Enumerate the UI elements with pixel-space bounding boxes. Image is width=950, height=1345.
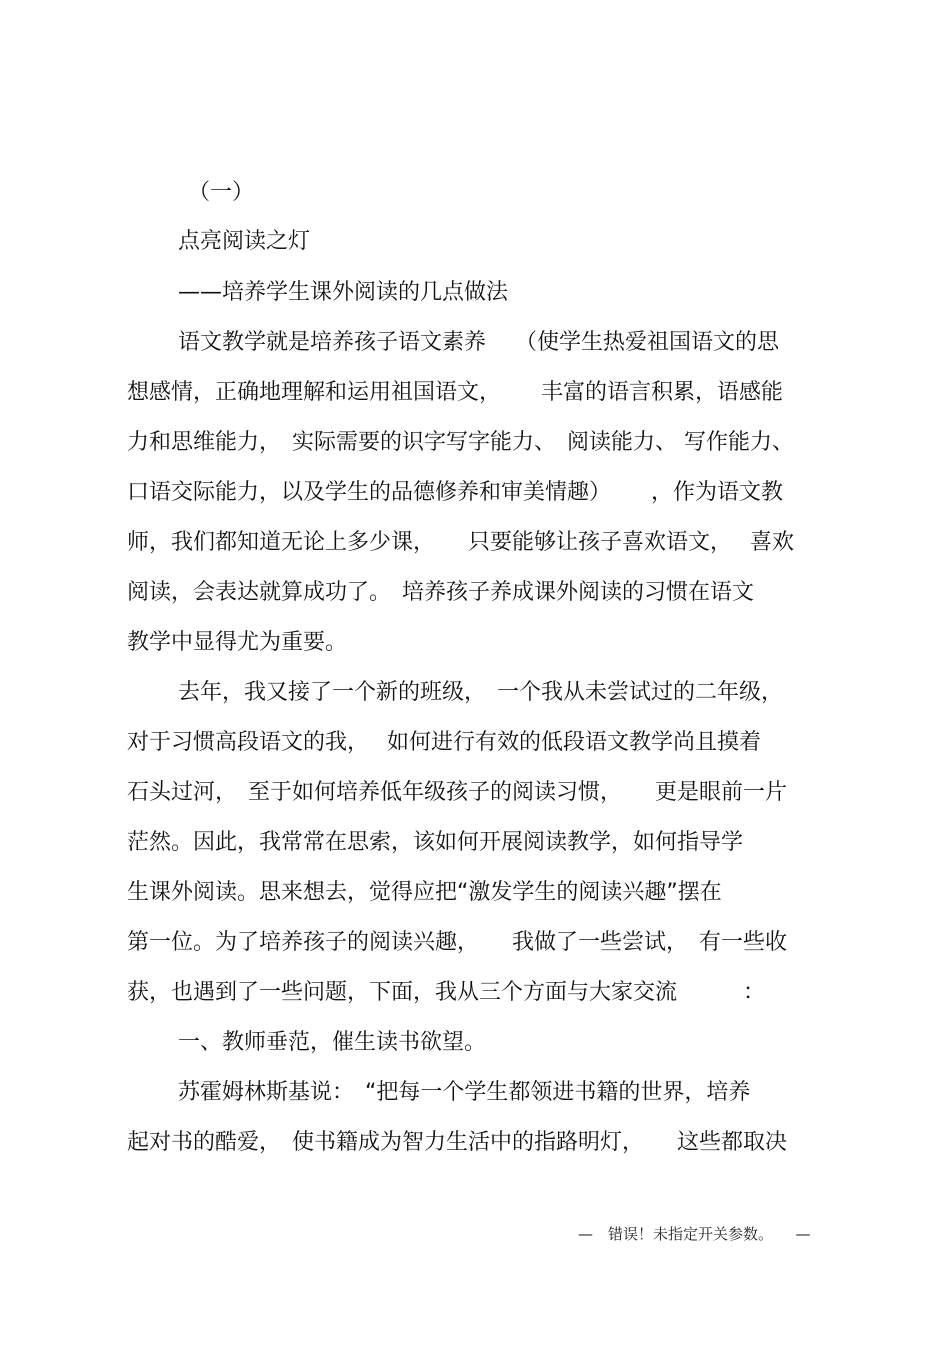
body-line: 起对书的酷爱， 使书籍成为智力生活中的指路明灯， 这些都取决 xyxy=(127,1130,788,1155)
body-line: 茫然。因此，我常常在思索，该如何开展阅读教学，如何指导学 xyxy=(127,830,744,855)
document-subtitle: ——培养学生课外阅读的几点做法 xyxy=(178,280,509,305)
body-line: 语文教学就是培养孩子语文素养 （使学生热爱祖国语文的思 xyxy=(178,330,779,355)
body-line: 师，我们都知道无论上多少课， 只要能够让孩子喜欢语文， 喜欢 xyxy=(127,530,794,555)
body-line: 阅读，会表达就算成功了。 培养孩子养成课外阅读的习惯在语文 xyxy=(127,580,755,605)
body-line: 获，也遇到了一些问题，下面，我从三个方面与大家交流 ： xyxy=(127,980,766,1005)
body-line: 口语交际能力，以及学生的品德修养和审美情趣） ，作为语文教 xyxy=(127,480,783,505)
body-line: 生课外阅读。思来想去，觉得应把“激发学生的阅读兴趣”摆在 xyxy=(127,880,722,905)
section-heading: 一、教师垂范，催生读书欲望。 xyxy=(178,1030,487,1055)
body-line: 石头过河， 至于如何培养低年级孩子的阅读习惯， 更是眼前一片 xyxy=(127,780,788,805)
body-line: 力和思维能力， 实际需要的识字写字能力、 阅读能力、 写作能力、 xyxy=(127,430,794,455)
section-number: （一） xyxy=(188,180,255,205)
body-line: 苏霍姆林斯基说： “把每一个学生都领进书籍的世界，培养 xyxy=(178,1080,751,1105)
body-line: 第一位。为了培养孩子的阅读兴趣， 我做了一些尝试， 有一些收 xyxy=(127,930,788,955)
body-line: 想感情，正确地理解和运用祖国语文， 丰富的语言积累，语感能 xyxy=(127,380,783,405)
document-title: 点亮阅读之灯 xyxy=(178,229,311,254)
body-line: 去年，我又接了一个新的班级， 一个我从未尝试过的二年级， xyxy=(178,680,784,705)
body-line: 教学中显得尤为重要。 xyxy=(127,630,348,655)
body-line: 对于习惯高段语文的我， 如何进行有效的低段语文教学尚且摸着 xyxy=(127,730,761,755)
page-footer: — 错误！未指定开关参数。 — xyxy=(578,1225,811,1243)
